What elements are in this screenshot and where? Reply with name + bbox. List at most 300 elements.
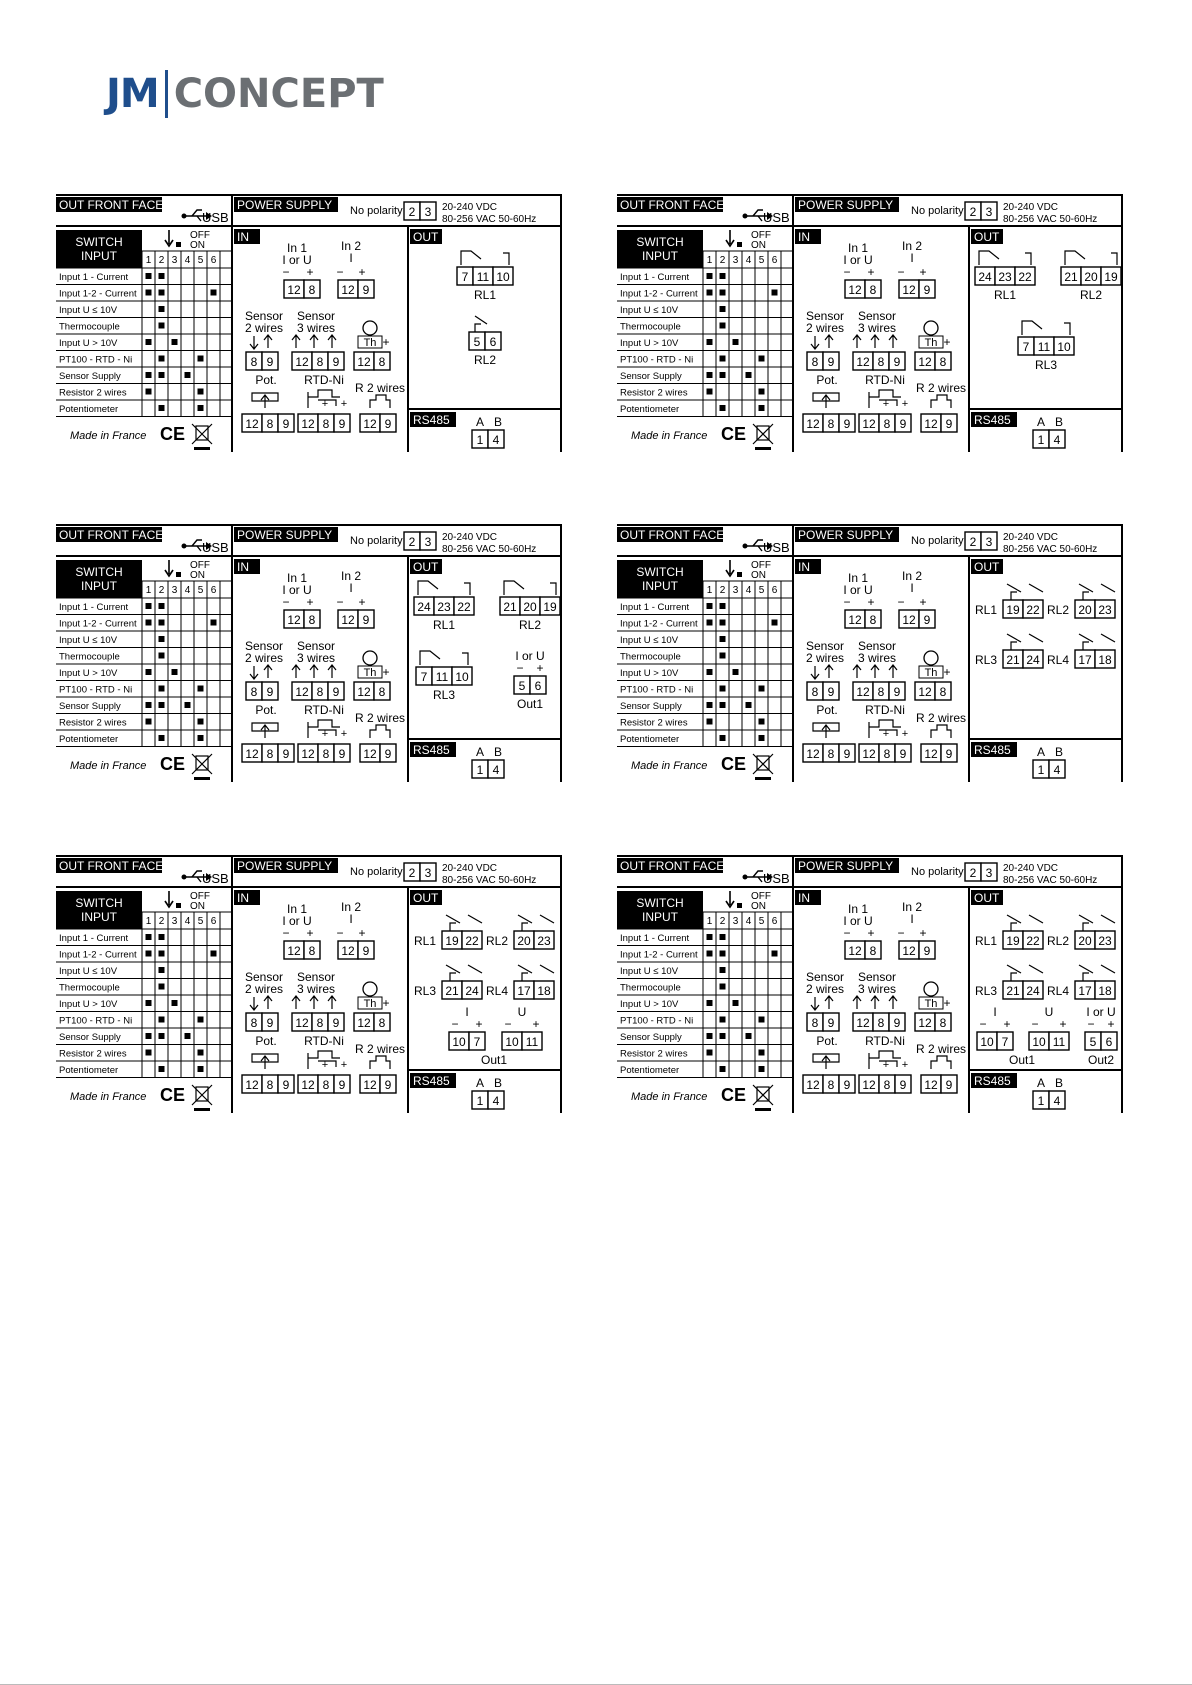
th-label: Th [924, 667, 938, 679]
relay-rl1 [975, 251, 1035, 302]
terminal-number: 8 [378, 1016, 386, 1030]
terminal-block [975, 267, 1035, 285]
th-label: Th [924, 337, 938, 349]
terminal-number: 9 [843, 747, 851, 761]
switch-on-mark [198, 389, 204, 395]
switch-on-mark [746, 372, 752, 378]
switch-row-label: Potentiometer [620, 734, 680, 745]
terminal-number: 12 [363, 747, 377, 761]
switch-number: 6 [771, 585, 778, 596]
terminal-number: 9 [266, 1016, 274, 1030]
terminal-number: 8 [308, 944, 316, 958]
made-in-france: Made in France [631, 760, 708, 772]
off-label: OFF [751, 230, 771, 241]
terminal-number: 10 [505, 1035, 519, 1049]
voltage-dc: 20-240 VDC [442, 863, 498, 874]
switch-on-mark [172, 339, 178, 345]
plus-sign: + [340, 1059, 348, 1071]
terminal-number: 12 [918, 355, 932, 369]
switch-on-mark [720, 951, 726, 957]
out-label: OUT [413, 230, 439, 244]
minus-sign: − [336, 265, 344, 279]
minus-sign: − [516, 661, 524, 675]
switch-number: 3 [171, 585, 178, 596]
made-in-france: Made in France [70, 1091, 147, 1103]
switch-input-title-2: INPUT [642, 579, 678, 593]
terminal-number: 8 [939, 355, 947, 369]
th-terminals [915, 1013, 951, 1031]
pot-terminals [803, 744, 855, 762]
terminal-number: 12 [287, 613, 301, 627]
relay-contact-icon [475, 316, 487, 332]
analog-output [977, 1005, 1013, 1050]
switch-number: 6 [771, 255, 778, 266]
terminal-number: 9 [923, 944, 931, 958]
switch-on-mark [146, 372, 152, 378]
switch-row-label: Sensor Supply [620, 371, 682, 382]
plus-sign: + [382, 335, 390, 349]
switch-number: 2 [719, 585, 726, 596]
switch-row-label: Input 1-2 - Current [59, 288, 137, 300]
plus-sign: + [901, 728, 909, 740]
switch-on-mark [198, 356, 204, 362]
switch-row-label: Potentiometer [620, 1065, 680, 1076]
rtd-terminals [859, 1075, 911, 1093]
terminal-number: 9 [945, 747, 953, 761]
terminal-number: 12 [245, 747, 259, 761]
rs485-b: B [493, 1076, 503, 1090]
in-label: IN [798, 891, 810, 905]
terminal-number: 12 [363, 1078, 377, 1092]
terminal-number: 8 [308, 283, 316, 297]
switch-on-mark [759, 389, 765, 395]
switch-row-label: Resistor 2 wires [620, 387, 688, 399]
switch-number: 2 [158, 916, 165, 927]
switch-row-label: PT100 - RTD - Ni [59, 684, 133, 696]
terminal-number: 12 [295, 1016, 309, 1030]
in2-sub: I [349, 912, 353, 926]
terminal-number: 24 [1026, 653, 1040, 667]
switch-on-mark [707, 951, 713, 957]
terminal-number: 4 [1053, 433, 1061, 447]
terminal-number: 3 [424, 866, 432, 880]
terminal-number: 23 [437, 600, 451, 614]
switch-row-label: Input 1 - Current [620, 602, 690, 613]
switch-on-mark [198, 1050, 204, 1056]
terminal-number: 19 [1104, 270, 1118, 284]
switch-row-label: Input 1-2 - Current [59, 949, 137, 961]
rs485-terminals [1033, 1091, 1065, 1109]
sensor3-terminals [853, 1013, 905, 1031]
minus-sign: − [897, 265, 905, 279]
switch-row-label: Input U ≤ 10V [59, 305, 118, 316]
switch-number: 5 [197, 916, 204, 927]
terminal-number: 19 [1006, 934, 1020, 948]
terminal-number: 8 [316, 685, 324, 699]
terminal-number: 2 [408, 866, 416, 880]
panel-diagram [617, 855, 1123, 1113]
rs485-label: RS485 [413, 1074, 450, 1088]
off-label: OFF [190, 230, 210, 241]
switch-input-title-2: INPUT [81, 910, 117, 924]
terminal-number: 8 [827, 417, 835, 431]
terminal-number: 1 [1037, 763, 1045, 777]
ce-mark: CE [721, 754, 747, 774]
sensor2-label: Sensor [244, 970, 284, 984]
sensor3-sub: 3 wires [857, 651, 897, 665]
relay-label: RL1 [432, 618, 456, 632]
switch-on-mark [746, 1033, 752, 1039]
rs485-label: RS485 [974, 743, 1011, 757]
plus-sign: + [321, 398, 329, 410]
terminal-number: 9 [827, 1016, 835, 1030]
in1-sub: I or U [843, 253, 873, 267]
rtd-terminals [859, 744, 911, 762]
voltage-ac: 80-256 VAC 50-60Hz [1003, 544, 1098, 555]
terminal-number: 12 [856, 685, 870, 699]
switch-row-label: Input U > 10V [59, 668, 118, 679]
plus-sign: + [882, 1059, 890, 1071]
terminal-number: 4 [492, 763, 500, 777]
switch-on-mark [772, 951, 778, 957]
analog-output [1085, 1005, 1117, 1067]
power-supply-label: POWER SUPPLY [798, 859, 894, 873]
sensor-arrows-icon [811, 335, 897, 349]
switch-input-title: SWITCH [75, 235, 123, 249]
switch-row-label: Sensor Supply [59, 1032, 121, 1043]
switch-on-mark [707, 620, 713, 626]
potentiometer-icon [813, 1054, 839, 1069]
switch-on-mark [159, 702, 165, 708]
switch-on-mark [185, 1033, 191, 1039]
terminal-number: 9 [923, 613, 931, 627]
switch-row-label: Input 1-2 - Current [620, 288, 698, 300]
terminal-number: 19 [1006, 603, 1020, 617]
analog-output [514, 649, 546, 711]
relay-label: RL1 [414, 934, 437, 948]
sensor-arrows-icon [250, 665, 336, 679]
switch-on-mark [198, 686, 204, 692]
no-polarity-label: No polarity [350, 866, 403, 878]
terminal-number: 23 [537, 934, 551, 948]
no-polarity-label: No polarity [911, 866, 964, 878]
sensor2-sub: 2 wires [244, 321, 284, 335]
terminal-block [500, 597, 560, 615]
switch-on-mark [720, 984, 726, 990]
terminal-number: 8 [877, 685, 885, 699]
voltage-dc: 20-240 VDC [1003, 863, 1059, 874]
usb-dot [743, 544, 748, 549]
on-square-icon [737, 242, 742, 247]
resistor-icon [370, 395, 390, 408]
pot-label: Pot. [816, 373, 838, 387]
plus-sign: + [340, 398, 348, 410]
in-label: IN [798, 560, 810, 574]
terminal-number: 21 [445, 984, 459, 998]
terminal-number: 21 [1064, 270, 1078, 284]
plus-sign: + [901, 398, 909, 410]
terminal-number: 1 [1037, 433, 1045, 447]
plus-sign: + [943, 665, 951, 679]
switch-on-mark [759, 1066, 765, 1072]
terminal-number: 12 [862, 747, 876, 761]
terminal-number: 2 [408, 535, 416, 549]
relay-label: RL2 [473, 353, 497, 367]
terminal-number: 23 [1098, 603, 1112, 617]
power-supply-label: POWER SUPPLY [237, 528, 333, 542]
switch-on-mark [159, 1066, 165, 1072]
in2-label: In 2 [340, 900, 362, 914]
th-terminals [354, 682, 390, 700]
switch-number: 4 [184, 916, 191, 927]
out-front-face-label: OUT FRONT FACE [620, 198, 725, 212]
switch-number: 6 [210, 916, 217, 927]
no-polarity-label: No polarity [350, 205, 403, 217]
bin-bar [194, 1108, 210, 1111]
sensor3-terminals [853, 682, 905, 700]
terminal-number: 11 [476, 270, 490, 284]
in1-sub: I or U [282, 583, 312, 597]
switch-on-mark [146, 934, 152, 940]
logo-divider [165, 70, 168, 118]
relay-label: RL1 [975, 934, 998, 948]
terminal-number: 9 [282, 417, 290, 431]
switch-on-mark [707, 339, 713, 345]
r2-label: R 2 wires [915, 1042, 967, 1056]
relay-label: RL3 [414, 984, 437, 998]
switch-row-label: Input U ≤ 10V [620, 966, 679, 977]
sensor2-terminals [807, 682, 839, 700]
switch-number: 4 [184, 585, 191, 596]
sensor2-terminals [246, 1013, 278, 1031]
terminal-number: 7 [420, 670, 428, 684]
rs485-label: RS485 [413, 743, 450, 757]
switch-on-mark [159, 620, 165, 626]
terminal-number: 22 [465, 934, 479, 948]
terminal-number: 12 [295, 355, 309, 369]
terminal-number: 9 [362, 613, 370, 627]
in2-sub: I [910, 912, 914, 926]
switch-row-label: Input U > 10V [59, 999, 118, 1010]
out-front-face-label: OUT FRONT FACE [620, 859, 725, 873]
minus-sign: − [897, 595, 905, 609]
terminal-number: 9 [923, 283, 931, 297]
relay-rl4 [1047, 965, 1115, 999]
sensor3-terminals [292, 1013, 344, 1031]
terminal-number: 3 [424, 205, 432, 219]
terminal-number: 17 [1078, 984, 1092, 998]
plus-sign: + [358, 265, 366, 279]
terminal-number: 3 [424, 535, 432, 549]
relay-rl1 [975, 584, 1043, 618]
sensor3-sub: 3 wires [296, 321, 336, 335]
down-arrow-icon [165, 230, 173, 246]
relay-label: RL3 [1034, 358, 1058, 372]
off-label: OFF [190, 891, 210, 902]
plus-sign: + [882, 728, 890, 740]
terminal-block [1061, 267, 1121, 285]
switch-on-mark [720, 372, 726, 378]
terminal-number: 8 [811, 355, 819, 369]
in2-sub: I [349, 581, 353, 595]
terminal-number: 21 [1006, 984, 1020, 998]
power-terminals [404, 863, 436, 881]
analog-type: I or U [515, 649, 545, 663]
switch-on-mark [146, 1033, 152, 1039]
terminal-number: 8 [316, 355, 324, 369]
sensor2-terminals [246, 682, 278, 700]
plus-sign: + [382, 996, 390, 1010]
out-front-face-label: OUT FRONT FACE [59, 198, 164, 212]
r2-label: R 2 wires [354, 1042, 406, 1056]
relay-rl3 [416, 651, 472, 702]
terminal-number: 24 [417, 600, 431, 614]
usb-label: USB [202, 540, 229, 555]
th-terminals [354, 1013, 390, 1031]
terminal-number: 12 [301, 1078, 315, 1092]
switch-on-mark [185, 372, 191, 378]
terminal-number: 9 [945, 417, 953, 431]
terminal-number: 12 [363, 417, 377, 431]
switch-on-mark [146, 339, 152, 345]
switch-on-mark [159, 984, 165, 990]
terminal-number: 3 [985, 205, 993, 219]
out-label: OUT [974, 230, 1000, 244]
relay-contact-icon [1065, 251, 1117, 265]
rs485-a: A [475, 1076, 485, 1090]
terminal-number: 20 [523, 600, 537, 614]
plus-sign: + [943, 335, 951, 349]
terminal-number: 12 [341, 613, 355, 627]
pot-label: Pot. [255, 703, 277, 717]
relay-contact-icon [518, 915, 554, 931]
terminal-block [449, 1032, 485, 1050]
plus-sign: + [919, 926, 927, 940]
plus-sign: + [1059, 1017, 1067, 1031]
relay-label: RL2 [486, 934, 509, 948]
relay-label: RL4 [486, 984, 509, 998]
terminal-number: 12 [341, 283, 355, 297]
sensor3-label: Sensor [296, 970, 336, 984]
switch-row-label: Input U ≤ 10V [59, 635, 118, 646]
terminal-number: 8 [266, 747, 274, 761]
switch-input-title-2: INPUT [81, 579, 117, 593]
sensor3-label: Sensor [857, 639, 897, 653]
voltage-ac: 80-256 VAC 50-60Hz [1003, 214, 1098, 225]
terminal-number: 21 [1006, 653, 1020, 667]
in2-terminals [338, 610, 374, 628]
switch-on-mark [146, 1000, 152, 1006]
in-label: IN [237, 891, 249, 905]
terminal-number: 10 [496, 270, 510, 284]
switch-on-mark [720, 603, 726, 609]
switch-number: 5 [758, 916, 765, 927]
switch-on-mark [720, 620, 726, 626]
switch-row-label: Input 1 - Current [620, 933, 690, 944]
switch-on-mark [146, 669, 152, 675]
in2-label: In 2 [340, 239, 362, 253]
relay-rl4 [486, 965, 554, 999]
terminal-number: 8 [869, 283, 877, 297]
in2-terminals [338, 280, 374, 298]
plus-sign: + [532, 1017, 540, 1031]
switch-on-mark [759, 686, 765, 692]
terminal-number: 9 [893, 685, 901, 699]
sensor3-terminals [853, 352, 905, 370]
off-label: OFF [751, 560, 771, 571]
plus-sign: + [321, 728, 329, 740]
r2-terminals [360, 744, 396, 762]
sensor2-sub: 2 wires [805, 982, 845, 996]
terminal-block [502, 1032, 542, 1050]
switch-on-mark [733, 669, 739, 675]
switch-number: 4 [745, 916, 752, 927]
switch-on-mark [707, 669, 713, 675]
sensor2-sub: 2 wires [805, 321, 845, 335]
switch-input-title-2: INPUT [642, 910, 678, 924]
terminal-number: 8 [811, 685, 819, 699]
switch-row-label: Input U ≤ 10V [620, 635, 679, 646]
switch-on-mark [707, 372, 713, 378]
plus-sign: + [358, 595, 366, 609]
terminal-block [1003, 600, 1043, 618]
switch-row-label: Input 1 - Current [59, 602, 129, 613]
terminal-number: 10 [455, 670, 469, 684]
r2-terminals [360, 414, 396, 432]
switch-row-label: Thermocouple [59, 651, 120, 663]
bin-cross [753, 1085, 773, 1105]
relay-label: RL2 [1079, 288, 1103, 302]
panel-diagram [56, 194, 562, 452]
rs485-b: B [1054, 745, 1064, 759]
switch-number: 5 [197, 255, 204, 266]
switch-on-mark [720, 934, 726, 940]
on-label: ON [190, 901, 205, 912]
terminal-number: 9 [332, 1016, 340, 1030]
power-supply-label: POWER SUPPLY [237, 859, 333, 873]
made-in-france: Made in France [70, 760, 147, 772]
terminal-number: 8 [378, 685, 386, 699]
in1-label: In 1 [286, 902, 308, 916]
sensor3-label: Sensor [857, 309, 897, 323]
in-label: IN [798, 230, 810, 244]
terminal-number: 12 [856, 1016, 870, 1030]
switch-on-mark [159, 323, 165, 329]
sensor2-label: Sensor [244, 639, 284, 653]
resistor-icon [370, 725, 390, 738]
terminal-number: 22 [457, 600, 471, 614]
minus-sign: − [451, 1017, 459, 1031]
switch-on-mark [159, 686, 165, 692]
switch-row-label: Input U > 10V [620, 338, 679, 349]
bin-cross [753, 424, 773, 444]
switch-number: 4 [745, 255, 752, 266]
terminal-number: 17 [517, 984, 531, 998]
switch-row-label: Resistor 2 wires [59, 387, 127, 399]
rs485-terminals [472, 1091, 504, 1109]
switch-number: 3 [732, 916, 739, 927]
th-label: Th [363, 998, 377, 1010]
relay-rl2 [1047, 915, 1115, 949]
switch-on-mark [720, 1066, 726, 1072]
terminal-block [1003, 650, 1043, 668]
terminal-number: 4 [492, 433, 500, 447]
plus-sign: + [536, 661, 544, 675]
relay-contact-icon [1079, 915, 1115, 931]
sensor-arrows-icon [250, 335, 336, 349]
rs485-label: RS485 [413, 413, 450, 427]
terminal-block [1003, 931, 1043, 949]
